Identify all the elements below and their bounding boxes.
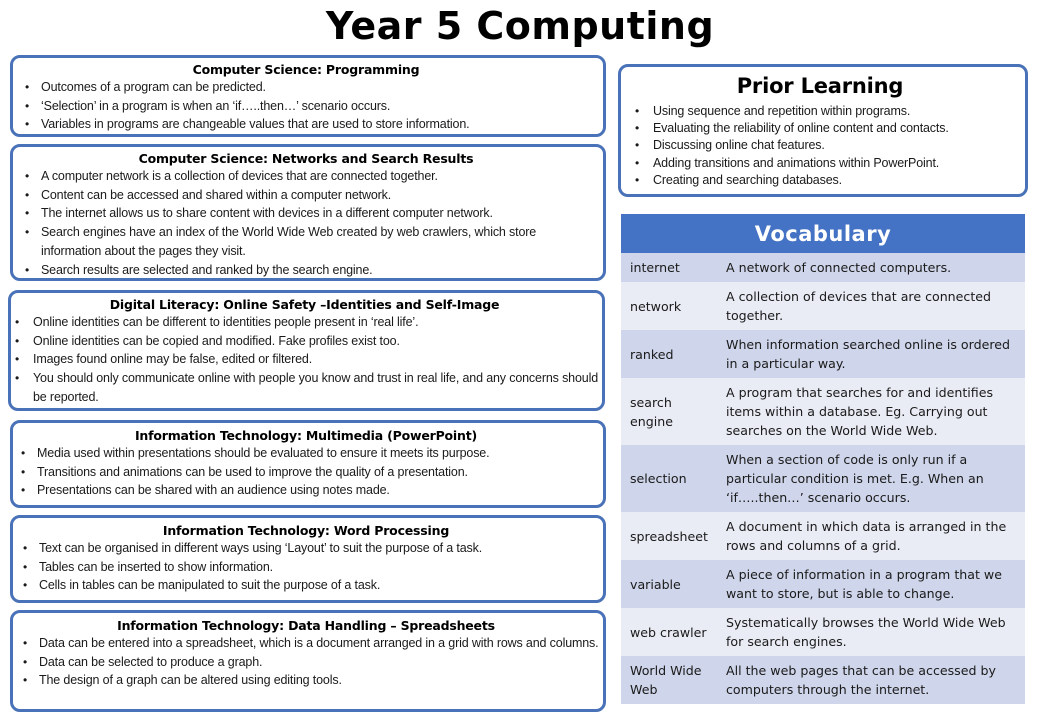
bullet-icon: • (25, 262, 30, 277)
list-item: • Content can be accessed and shared within a computer network. (13, 186, 599, 205)
list-item: • Discussing online chat features. (621, 137, 1019, 154)
section-title: Information Technology: Multimedia (PowerPoint) (134, 428, 478, 443)
vocab-definition: When a section of code is only run if a particular condition is met. E.g. When an ‘if…..then…’ scenario occurs. (726, 452, 984, 505)
prior-learning-section (618, 64, 1028, 197)
list-item: • Adding transitions and animations within PowerPoint. (621, 155, 1019, 172)
vocab-term: ranked (630, 346, 674, 362)
networks-section (10, 144, 606, 281)
section-title: Prior Learning (736, 74, 904, 98)
section-title: Digital Literacy: Online Safety –Identities and Self-Image (109, 297, 500, 312)
bullet-icon: • (21, 464, 26, 479)
vocab-term: search engine (630, 394, 673, 429)
bullet-icon: • (635, 138, 640, 153)
list-item: • Search engines have an index of the World Wide Web created by web crawlers, which store information about the pages they visit. (25, 225, 537, 258)
list-item: • Creating and searching databases. (621, 172, 1019, 189)
programming-section (10, 55, 606, 137)
bullet-icon: • (15, 315, 20, 329)
list-item: • Using sequence and repetition within programs. (621, 103, 1019, 120)
list-item: • Outcomes of a program can be predicted. (13, 78, 599, 97)
vocabulary-table (621, 214, 1025, 704)
bullet-icon: • (25, 169, 30, 183)
vocab-definition: A network of connected computers. (726, 260, 952, 275)
bullet-list (11, 313, 598, 407)
section-title: Computer Science: Programming (192, 62, 420, 77)
vocab-term: spreadsheet (630, 528, 708, 544)
list-item: • The design of a graph can be altered using editing tools. (13, 671, 599, 690)
word-processing-section (10, 515, 606, 603)
vocab-term: internet (630, 260, 680, 275)
section-title: Information Technology: Data Handling – Spreadsheets (117, 618, 495, 633)
bullet-icon: • (15, 333, 20, 348)
vocabulary-title: Vocabulary (621, 214, 1025, 253)
bullet-icon: • (25, 80, 30, 94)
bullet-icon: • (15, 352, 20, 367)
vocab-term: network (630, 298, 682, 314)
list-item: • Images found online may be false, edited or filtered. (11, 350, 598, 369)
bullet-icon: • (21, 446, 26, 460)
table-row (621, 253, 1025, 282)
list-item: • Online identities can be different to identities people present in ‘real life’. (11, 313, 598, 332)
table-row (621, 330, 1025, 378)
list-item: • Data can be selected to produce a graph. (13, 653, 599, 672)
bullet-icon: • (23, 673, 28, 688)
bullet-icon: • (21, 483, 26, 498)
vocab-term: selection (630, 471, 687, 486)
list-item: • Data can be entered into a spreadsheet, which is a document arranged in a grid with rows and columns. (13, 634, 599, 653)
bullet-list (13, 167, 599, 279)
digital-literacy-section (8, 290, 605, 411)
bullet-list (13, 634, 599, 690)
list-item: • Search results are selected and ranked by the search engine. (13, 261, 599, 280)
list-item: • ‘Selection’ in a program is when an ‘if…..then…’ scenario occurs. (13, 97, 599, 116)
bullet-icon: • (23, 636, 28, 650)
bullet-icon: • (23, 559, 28, 574)
table-row (621, 378, 1025, 445)
vocab-term: web crawler (630, 624, 707, 640)
list-item: • You should only communicate online with people you know and trust in real life, and any concerns should be reported. (15, 371, 599, 404)
vocab-definition: A piece of information in a program that we want to store, but is able to change. (726, 567, 1002, 601)
bullet-icon: • (25, 98, 30, 113)
bullet-list (621, 103, 1019, 189)
list-item: • A computer network is a collection of devices that are connected together. (13, 167, 599, 186)
bullet-icon: • (25, 206, 30, 221)
table-row (621, 512, 1025, 560)
bullet-icon: • (635, 104, 640, 118)
list-item: • Media used within presentations should be evaluated to ensure it meets its purpose. (13, 444, 599, 463)
bullet-list (13, 539, 599, 595)
table-row (621, 656, 1025, 704)
bullet-icon: • (635, 121, 640, 136)
vocab-term: World Wide Web (630, 663, 702, 697)
vocab-definition: All the web pages that can be accessed by computers through the internet. (726, 663, 996, 697)
vocab-definition: Systematically browses the World Wide Web for search engines. (726, 615, 1006, 649)
data-handling-section (10, 610, 606, 712)
bullet-icon: • (635, 155, 640, 170)
list-item: • The internet allows us to share content with devices in a different computer network. (13, 204, 599, 223)
bullet-icon: • (15, 371, 20, 386)
bullet-icon: • (635, 172, 640, 187)
bullet-icon: • (25, 225, 30, 240)
bullet-icon: • (23, 654, 28, 669)
table-row (621, 282, 1025, 330)
section-title: Information Technology: Word Processing (162, 523, 450, 538)
list-item: • Cells in tables can be manipulated to suit the purpose of a task. (13, 576, 599, 595)
bullet-icon: • (25, 187, 30, 202)
section-title: Computer Science: Networks and Search Results (138, 151, 474, 166)
bullet-icon: • (23, 541, 28, 555)
list-item: • Tables can be inserted to show information. (13, 558, 599, 577)
list-item: • Presentations can be shared with an audience using notes made. (13, 481, 599, 500)
list-item: • Transitions and animations can be used to improve the quality of a presentation. (13, 463, 599, 482)
bullet-list (13, 444, 599, 500)
vocab-definition: A document in which data is arranged in the rows and columns of a grid. (726, 519, 1007, 553)
list-item: • Online identities can be copied and modified. Fake profiles exist too. (11, 332, 598, 351)
vocab-definition: A program that searches for and identifies items within a database. Eg. Carrying out searches on the World Wide Web. (726, 385, 994, 438)
page-title: Year 5 Computing (325, 4, 715, 48)
bullet-icon: • (23, 578, 28, 593)
bullet-list (13, 78, 599, 134)
table-row (621, 560, 1025, 608)
vocab-term: variable (630, 576, 681, 592)
list-item: • Variables in programs are changeable values that are used to store information. (13, 115, 599, 134)
table-row (621, 608, 1025, 656)
vocab-definition: A collection of devices that are connected together. (726, 289, 992, 323)
vocab-definition: When information searched online is ordered in a particular way. (726, 337, 1010, 371)
multimedia-section (10, 420, 606, 508)
list-item: • Text can be organised in different ways using ‘Layout’ to suit the purpose of a task. (13, 539, 599, 558)
table-row (621, 445, 1025, 512)
bullet-icon: • (25, 117, 30, 132)
list-item: • Evaluating the reliability of online content and contacts. (621, 120, 1019, 137)
